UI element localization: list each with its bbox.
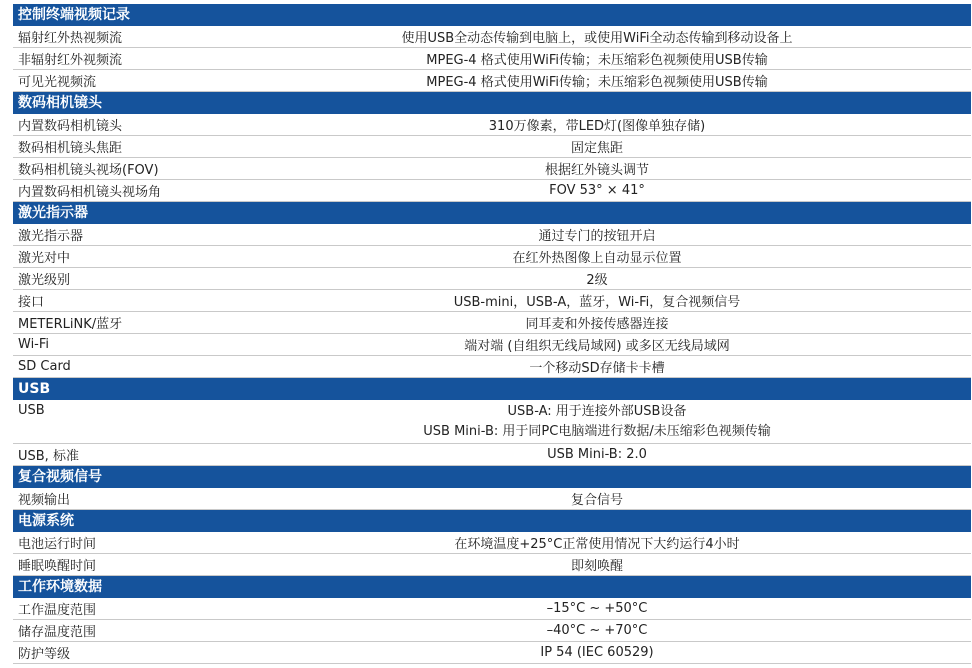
table-row [13, 114, 971, 136]
section-header-environment: 工作环境数据 [13, 576, 971, 598]
table-row [13, 488, 971, 510]
row-value: FOV 53° × 41° [549, 183, 645, 198]
row-value: 端对端 (自组织无线局域网) 或多区无线局域网 [464, 339, 730, 354]
row-label: 非辐射红外视频流 [18, 53, 123, 68]
row-value: –40°C ~ +70°C [546, 623, 648, 638]
row-label: 激光指示器 [18, 229, 84, 244]
section-header-video-recording: 控制终端视频记录 [13, 4, 971, 26]
table-row [13, 268, 971, 290]
row-value: 复合信号 [570, 493, 623, 508]
table-row [13, 400, 971, 444]
row-label: 辐射红外热视频流 [18, 31, 123, 46]
row-value: 使用USB全动态传输到电脑上，或使用WiFi全动态传输到移动设备上 [401, 31, 793, 46]
row-value [223, 400, 971, 443]
row-value: 通过专门的按钮开启 [538, 229, 656, 244]
row-label: 数码相机镜头视场(FOV) [18, 163, 159, 178]
row-label: SD Card [18, 359, 71, 374]
row-value: 根据红外镜头调节 [544, 163, 649, 178]
row-value: USB Mini-B: 2.0 [547, 447, 647, 462]
table-row [13, 26, 971, 48]
row-label: 激光级别 [18, 273, 71, 288]
row-value-line: USB Mini-B: 用于同PC电脑端进行数据/未压缩彩色视频传输 [423, 423, 771, 439]
table-row [13, 532, 971, 554]
row-value: 即刻唤醒 [570, 559, 623, 574]
row-label: 内置数码相机镜头 [18, 119, 123, 134]
row-label: 电池运行时间 [18, 537, 97, 552]
row-label: 储存温度范围 [18, 625, 97, 640]
section-header-usb: USB [13, 378, 971, 400]
row-label: 防护等级 [18, 647, 71, 662]
row-label: 激光对中 [18, 251, 71, 266]
row-label: 数码相机镜头焦距 [18, 141, 123, 156]
table-row [13, 224, 971, 246]
row-label: 视频输出 [18, 493, 71, 508]
table-row [13, 598, 971, 620]
section-header-digital-camera: 数码相机镜头 [13, 92, 971, 114]
row-label: 接口 [18, 295, 45, 310]
section-header-laser-pointer: 激光指示器 [13, 202, 971, 224]
table-row [13, 70, 971, 92]
row-label: 内置数码相机镜头视场角 [18, 185, 162, 200]
row-label: Wi-Fi [18, 337, 50, 352]
table-row [13, 48, 971, 70]
table-row [13, 158, 971, 180]
spec-table [13, 4, 971, 664]
row-label: 睡眠唤醒时间 [18, 559, 97, 574]
row-value: MPEG-4 格式使用WiFi传输；未压缩彩色视频使用USB传输 [426, 75, 768, 90]
row-value: 在红外热图像上自动显示位置 [512, 251, 682, 266]
table-row [13, 620, 971, 642]
table-row [13, 334, 971, 356]
table-row [13, 136, 971, 158]
row-value: –15°C ~ +50°C [546, 601, 648, 616]
row-value: 固定焦距 [570, 141, 623, 156]
row-value: 2级 [586, 273, 608, 288]
table-row [13, 180, 971, 202]
row-value: 同耳麦和外接传感器连接 [525, 317, 669, 332]
row-label: USB [18, 403, 45, 418]
row-value: IP 54 (IEC 60529) [540, 645, 654, 660]
row-value: MPEG-4 格式使用WiFi传输；未压缩彩色视频使用USB传输 [426, 53, 768, 68]
table-row [13, 246, 971, 268]
row-value: USB-mini，USB-A，蓝牙，Wi-Fi，复合视频信号 [453, 295, 741, 310]
table-row [13, 444, 971, 466]
table-row [13, 642, 971, 664]
row-label: METERLiNK/蓝牙 [18, 317, 123, 332]
table-row [13, 290, 971, 312]
row-label: USB, 标准 [18, 449, 79, 464]
table-row [13, 312, 971, 334]
table-row [13, 554, 971, 576]
section-header-composite-video: 复合视频信号 [13, 466, 971, 488]
row-label: 可见光视频流 [18, 75, 97, 90]
row-value: 在环境温度+25°C正常使用情况下大约运行4小时 [454, 537, 740, 552]
row-value: 310万像素，带LED灯(图像单独存储) [488, 119, 706, 134]
row-value-line: USB-A: 用于连接外部USB设备 [507, 403, 687, 419]
section-header-power-system: 电源系统 [13, 510, 971, 532]
row-label: 工作温度范围 [18, 603, 97, 618]
row-value: 一个移动SD存储卡卡槽 [529, 361, 665, 376]
table-row [13, 356, 971, 378]
